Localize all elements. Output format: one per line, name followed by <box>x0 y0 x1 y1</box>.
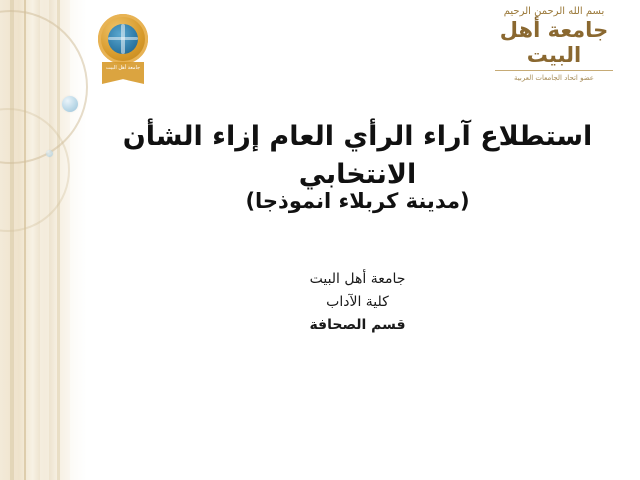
slide-subtitle: (مدينة كربلاء انموذجا) <box>245 189 470 213</box>
crest-title: جامعة أهل البيت <box>499 18 609 67</box>
university-crest <box>484 6 624 83</box>
affiliation-block <box>95 268 620 337</box>
crest-bismillah: بسم الله الرحمن الرحيم <box>503 6 605 17</box>
globe-equator <box>108 37 138 40</box>
decorative-bubble <box>62 96 78 112</box>
crest-divider <box>495 70 613 71</box>
crest-membership: عضو اتحاد الجامعات العربية <box>514 74 594 82</box>
affiliation-department: قسم الصحافة <box>309 317 406 333</box>
logo-ribbon-label: جامعة أهل البيت <box>105 65 141 71</box>
affiliation-college: كلية الآداب <box>326 294 389 310</box>
globe-logo-icon <box>86 10 160 94</box>
affiliation-university: جامعة أهل البيت <box>309 271 406 287</box>
decorative-bubble <box>46 150 53 157</box>
slide-title: استطلاع آراء الرأي العام إزاء الشأن الانتخابي <box>122 121 593 190</box>
